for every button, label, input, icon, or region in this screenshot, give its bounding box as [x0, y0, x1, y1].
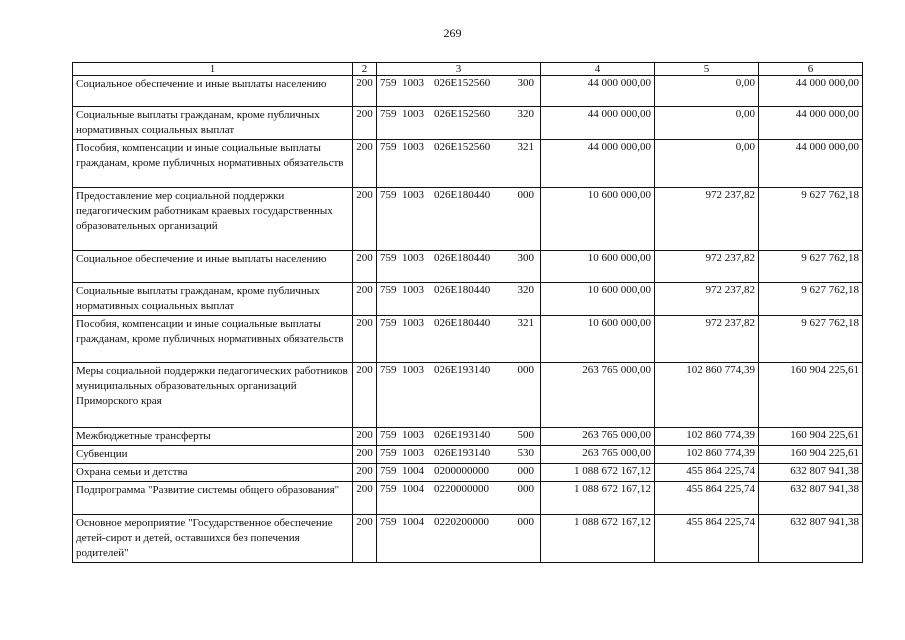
- section-code: 1004: [402, 483, 424, 495]
- row-name-cell: Пособия, компенсации и иные социальные выплаты гражданам, кроме публичных нормативных обязательств: [73, 316, 353, 363]
- expense-type-code: 530: [517, 447, 534, 459]
- row-admin-code-cell: 200: [353, 363, 377, 428]
- row-classification-code-cell: [377, 251, 541, 283]
- table-body: [73, 76, 863, 563]
- table-row: [73, 283, 863, 316]
- row-executed-amount-cell: 972 237,82: [655, 283, 759, 316]
- row-name-cell: Межбюджетные трансферты: [73, 428, 353, 446]
- row-executed-amount-cell: 0,00: [655, 107, 759, 140]
- row-remaining-amount-cell: 44 000 000,00: [759, 107, 863, 140]
- row-admin-code-cell: 200: [353, 464, 377, 482]
- column-header-4: 4: [541, 63, 655, 76]
- section-code: 1004: [402, 516, 424, 528]
- target-article-code: 026E152560: [434, 108, 491, 120]
- department-code: 759: [380, 447, 397, 459]
- row-approved-amount-cell: 263 765 000,00: [541, 428, 655, 446]
- row-name-cell: Предоставление мер социальной поддержки педагогическим работникам краевых государственных образовательных организаций: [73, 188, 353, 251]
- row-classification-code-cell: [377, 188, 541, 251]
- row-classification-code-cell: [377, 446, 541, 464]
- row-admin-code-cell: 200: [353, 446, 377, 464]
- row-admin-code-cell: 200: [353, 251, 377, 283]
- page-number: 269: [443, 26, 462, 40]
- row-name-cell: Пособия, компенсации и иные социальные выплаты гражданам, кроме публичных нормативных обязательств: [73, 140, 353, 188]
- row-classification-code-cell: [377, 283, 541, 316]
- table-row: [73, 188, 863, 251]
- expense-type-code: 320: [517, 284, 534, 296]
- row-remaining-amount-cell: 160 904 225,61: [759, 428, 863, 446]
- section-code: 1003: [402, 447, 424, 459]
- table-row: [73, 363, 863, 428]
- target-article-code: 026E152560: [434, 77, 491, 89]
- expense-type-code: 321: [517, 141, 534, 153]
- row-name-cell: Социальное обеспечение и иные выплаты населению: [73, 76, 353, 107]
- row-name-cell: Охрана семьи и детства: [73, 464, 353, 482]
- department-code: 759: [380, 189, 397, 201]
- row-admin-code-cell: 200: [353, 107, 377, 140]
- department-code: 759: [380, 284, 397, 296]
- table-row: [73, 316, 863, 363]
- section-code: 1003: [402, 189, 424, 201]
- row-classification-code-cell: [377, 76, 541, 107]
- row-remaining-amount-cell: 160 904 225,61: [759, 446, 863, 464]
- section-code: 1003: [402, 364, 424, 376]
- section-code: 1003: [402, 284, 424, 296]
- row-approved-amount-cell: 44 000 000,00: [541, 140, 655, 188]
- expense-type-code: 000: [517, 516, 534, 528]
- row-name-cell: Подпрограмма "Развитие системы общего образования": [73, 482, 353, 515]
- table-row: [73, 76, 863, 107]
- row-remaining-amount-cell: 632 807 941,38: [759, 464, 863, 482]
- row-executed-amount-cell: 972 237,82: [655, 188, 759, 251]
- department-code: 759: [380, 141, 397, 153]
- row-admin-code-cell: 200: [353, 428, 377, 446]
- row-remaining-amount-cell: 44 000 000,00: [759, 76, 863, 107]
- table-row: [73, 446, 863, 464]
- target-article-code: 026E193140: [434, 447, 491, 459]
- column-header-6: 6: [759, 63, 863, 76]
- expense-type-code: 321: [517, 317, 534, 329]
- row-name-cell: Субвенции: [73, 446, 353, 464]
- table-row: [73, 482, 863, 515]
- row-remaining-amount-cell: 9 627 762,18: [759, 251, 863, 283]
- row-approved-amount-cell: 263 765 000,00: [541, 446, 655, 464]
- table-header: [73, 63, 863, 76]
- row-classification-code-cell: [377, 464, 541, 482]
- row-admin-code-cell: 200: [353, 515, 377, 563]
- table-row: [73, 140, 863, 188]
- row-classification-code-cell: [377, 515, 541, 563]
- section-code: 1003: [402, 317, 424, 329]
- target-article-code: 026E180440: [434, 252, 491, 264]
- target-article-code: 0220000000: [434, 483, 489, 495]
- row-name-cell: Меры социальной поддержки педагогических работников муниципальных образовательных организаций Приморского края: [73, 363, 353, 428]
- row-approved-amount-cell: 44 000 000,00: [541, 107, 655, 140]
- department-code: 759: [380, 364, 397, 376]
- target-article-code: 026E193140: [434, 429, 491, 441]
- row-executed-amount-cell: 0,00: [655, 76, 759, 107]
- row-admin-code-cell: 200: [353, 76, 377, 107]
- row-remaining-amount-cell: 44 000 000,00: [759, 140, 863, 188]
- row-executed-amount-cell: 102 860 774,39: [655, 428, 759, 446]
- expense-type-code: 500: [517, 429, 534, 441]
- department-code: 759: [380, 465, 397, 477]
- row-approved-amount-cell: 1 088 672 167,12: [541, 515, 655, 563]
- target-article-code: 026E180440: [434, 284, 491, 296]
- row-executed-amount-cell: 972 237,82: [655, 316, 759, 363]
- row-classification-code-cell: [377, 107, 541, 140]
- column-header-2: 2: [353, 63, 377, 76]
- row-name-cell: Социальные выплаты гражданам, кроме публичных нормативных социальных выплат: [73, 283, 353, 316]
- department-code: 759: [380, 252, 397, 264]
- row-approved-amount-cell: 10 600 000,00: [541, 283, 655, 316]
- section-code: 1003: [402, 141, 424, 153]
- budget-table: [72, 62, 863, 563]
- row-classification-code-cell: [377, 363, 541, 428]
- row-classification-code-cell: [377, 140, 541, 188]
- expense-type-code: 300: [517, 77, 534, 89]
- section-code: 1003: [402, 108, 424, 120]
- row-name-cell: Социальные выплаты гражданам, кроме публичных нормативных социальных выплат: [73, 107, 353, 140]
- row-approved-amount-cell: 1 088 672 167,12: [541, 482, 655, 515]
- table-row: [73, 515, 863, 563]
- table-row: [73, 428, 863, 446]
- row-approved-amount-cell: 1 088 672 167,12: [541, 464, 655, 482]
- section-code: 1003: [402, 252, 424, 264]
- department-code: 759: [380, 429, 397, 441]
- row-remaining-amount-cell: 9 627 762,18: [759, 316, 863, 363]
- row-admin-code-cell: 200: [353, 188, 377, 251]
- row-classification-code-cell: [377, 428, 541, 446]
- row-executed-amount-cell: 455 864 225,74: [655, 464, 759, 482]
- row-remaining-amount-cell: 632 807 941,38: [759, 482, 863, 515]
- expense-type-code: 000: [517, 465, 534, 477]
- target-article-code: 026E180440: [434, 189, 491, 201]
- expense-type-code: 000: [517, 189, 534, 201]
- column-header-1: 1: [73, 63, 353, 76]
- column-header-5: 5: [655, 63, 759, 76]
- row-remaining-amount-cell: 9 627 762,18: [759, 283, 863, 316]
- row-remaining-amount-cell: 160 904 225,61: [759, 363, 863, 428]
- row-admin-code-cell: 200: [353, 482, 377, 515]
- target-article-code: 026E152560: [434, 141, 491, 153]
- target-article-code: 026E180440: [434, 317, 491, 329]
- expense-type-code: 300: [517, 252, 534, 264]
- row-approved-amount-cell: 10 600 000,00: [541, 251, 655, 283]
- row-executed-amount-cell: 102 860 774,39: [655, 446, 759, 464]
- target-article-code: 0220200000: [434, 516, 489, 528]
- department-code: 759: [380, 108, 397, 120]
- row-name-cell: Основное мероприятие "Государственное обеспечение детей-сирот и детей, оставшихся без попечения родителей": [73, 515, 353, 563]
- header-row: [73, 63, 863, 76]
- row-remaining-amount-cell: 632 807 941,38: [759, 515, 863, 563]
- row-executed-amount-cell: 455 864 225,74: [655, 515, 759, 563]
- row-executed-amount-cell: 0,00: [655, 140, 759, 188]
- row-approved-amount-cell: 10 600 000,00: [541, 316, 655, 363]
- row-executed-amount-cell: 972 237,82: [655, 251, 759, 283]
- row-admin-code-cell: 200: [353, 140, 377, 188]
- row-approved-amount-cell: 263 765 000,00: [541, 363, 655, 428]
- department-code: 759: [380, 483, 397, 495]
- expense-type-code: 000: [517, 483, 534, 495]
- target-article-code: 026E193140: [434, 364, 491, 376]
- expense-type-code: 000: [517, 364, 534, 376]
- table-row: [73, 107, 863, 140]
- row-classification-code-cell: [377, 482, 541, 515]
- expense-type-code: 320: [517, 108, 534, 120]
- row-admin-code-cell: 200: [353, 316, 377, 363]
- section-code: 1003: [402, 429, 424, 441]
- department-code: 759: [380, 317, 397, 329]
- section-code: 1003: [402, 77, 424, 89]
- row-executed-amount-cell: 455 864 225,74: [655, 482, 759, 515]
- department-code: 759: [380, 77, 397, 89]
- table-row: [73, 464, 863, 482]
- column-header-3: 3: [377, 63, 541, 76]
- department-code: 759: [380, 516, 397, 528]
- row-remaining-amount-cell: 9 627 762,18: [759, 188, 863, 251]
- row-executed-amount-cell: 102 860 774,39: [655, 363, 759, 428]
- row-approved-amount-cell: 44 000 000,00: [541, 76, 655, 107]
- section-code: 1004: [402, 465, 424, 477]
- row-approved-amount-cell: 10 600 000,00: [541, 188, 655, 251]
- row-name-cell: Социальное обеспечение и иные выплаты населению: [73, 251, 353, 283]
- row-classification-code-cell: [377, 316, 541, 363]
- row-admin-code-cell: 200: [353, 283, 377, 316]
- table-row: [73, 251, 863, 283]
- target-article-code: 0200000000: [434, 465, 489, 477]
